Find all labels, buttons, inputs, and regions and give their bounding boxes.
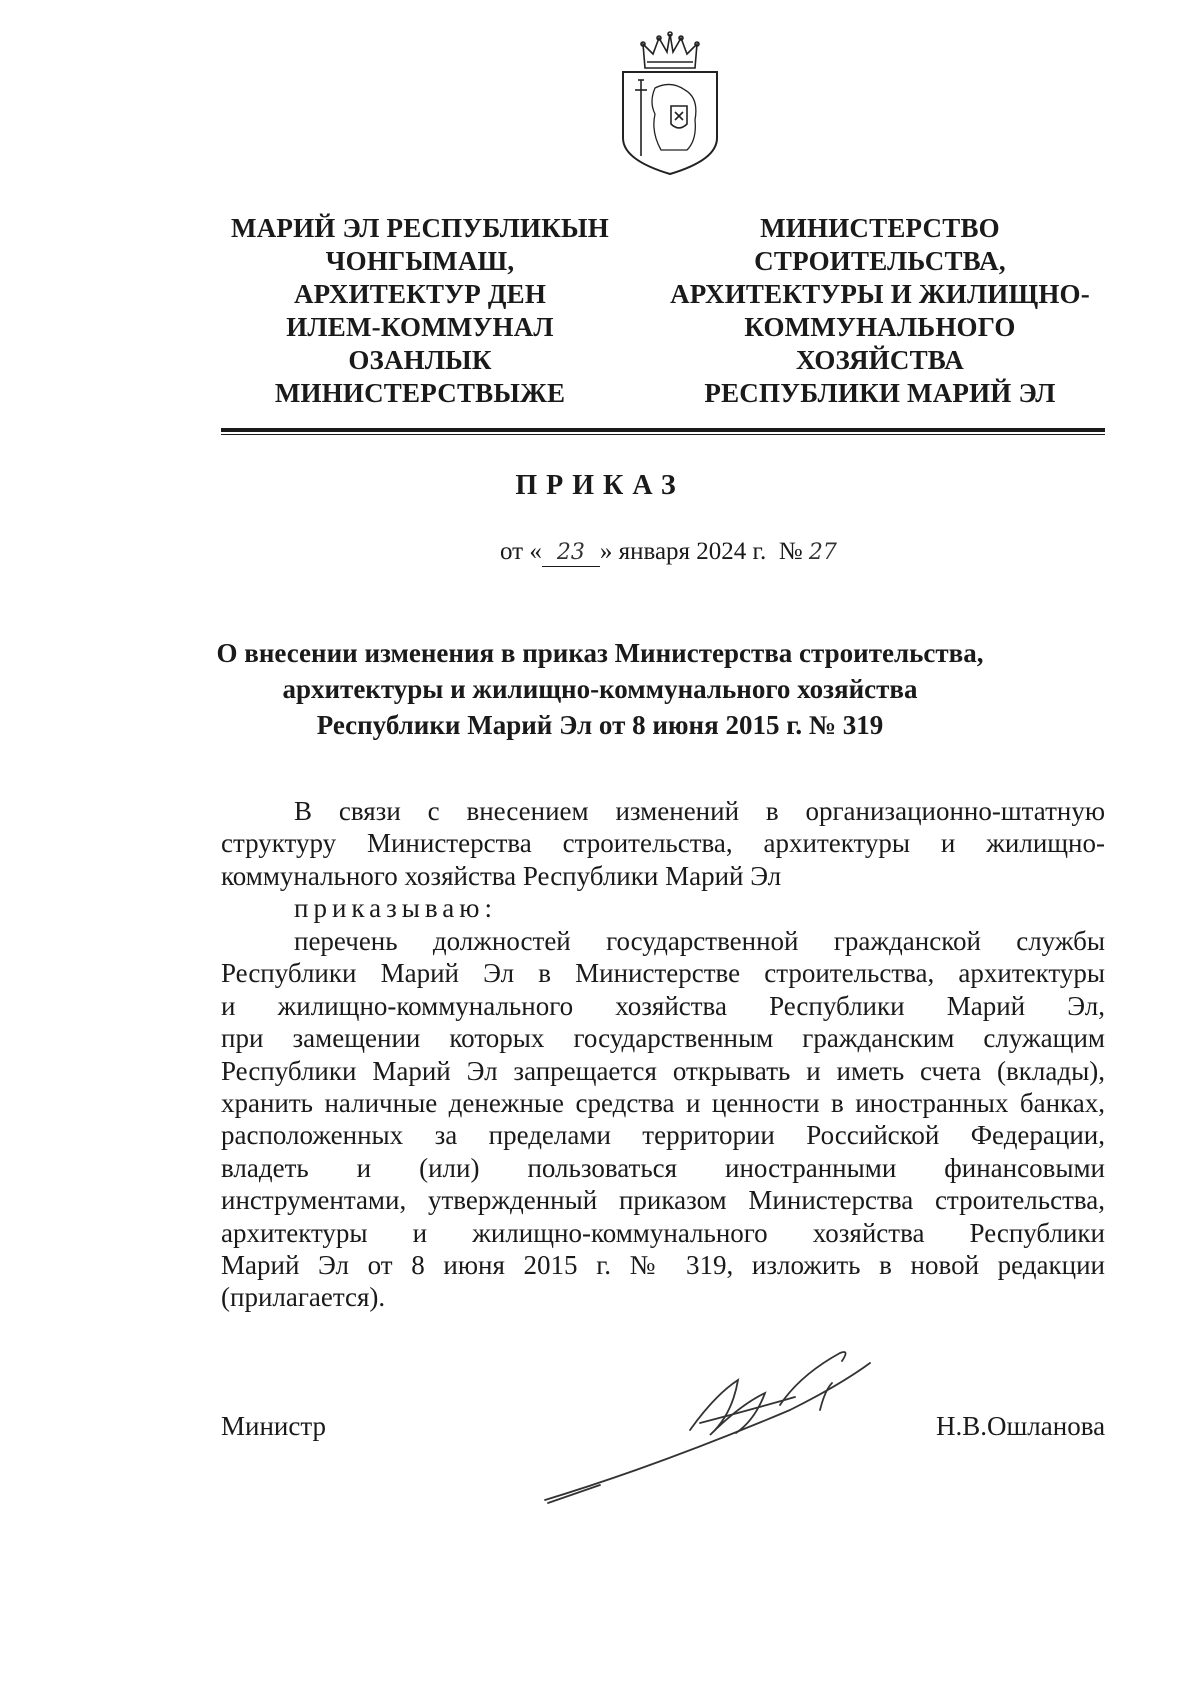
- text-line: В связи с внесением изменений в организационно-штатную: [294, 796, 1105, 826]
- text-line: Республики Марий Эл в Министерстве строительства, архитектуры: [221, 958, 1105, 989]
- number-label: №: [778, 538, 803, 565]
- order-subject: [0, 635, 1200, 743]
- header-line: ОЗАНЛЫК: [348, 345, 492, 375]
- day-field: [542, 538, 600, 567]
- text-line: при замещении которых государственным гражданским служащим: [221, 1023, 1105, 1054]
- main-paragraph: [221, 925, 1105, 1314]
- header-line: МАРИЙ ЭЛ РЕСПУБЛИКЫН: [231, 213, 609, 243]
- handwritten-day: 23: [556, 540, 585, 565]
- date-suffix: » января 2024 г.: [599, 538, 767, 565]
- header-line: РЕСПУБЛИКИ МАРИЙ ЭЛ: [704, 378, 1056, 408]
- document-title: ПРИКАЗ: [515, 470, 685, 501]
- date-prefix: от «: [500, 538, 542, 565]
- header-line: ЧОНГЫМАШ,: [325, 246, 515, 276]
- subject-line: О внесении изменения в приказ Министерства строительства,: [216, 638, 984, 668]
- text-line: и жилищно-коммунального хозяйства Республики Марий Эл,: [221, 990, 1105, 1021]
- text-line: Марий Эл от 8 июня 2015 г. № 319, изложить в новой редакции: [221, 1249, 1105, 1280]
- header-line: АРХИТЕКТУР ДЕН: [293, 279, 547, 309]
- signer-name: Н.В.Ошланова: [936, 1411, 1106, 1441]
- order-word: приказываю:: [294, 893, 497, 923]
- header-divider-thick: [221, 428, 1105, 432]
- header-divider-thin: [221, 434, 1105, 435]
- text-line: (прилагается).: [221, 1282, 386, 1313]
- handwritten-signature: [540, 1335, 920, 1515]
- header-line: МИНИСТЕРСТВЫЖЕ: [274, 378, 566, 408]
- text-line: перечень должностей государственной гражданской службы: [294, 926, 1105, 956]
- header-line: АРХИТЕКТУРЫ И ЖИЛИЩНО-: [670, 279, 1090, 309]
- coat-of-arms-emblem: [615, 28, 725, 178]
- text-line: коммунального хозяйства Республики Марий Эл: [221, 860, 782, 891]
- signer-position: Министр: [221, 1411, 326, 1441]
- text-line: хранить наличные денежные средства и ценности в иностранных банках,: [221, 1087, 1105, 1118]
- text-line: структуру Министерства строительства, архитектуры и жилищно-: [221, 828, 1105, 859]
- header-line: КОММУНАЛЬНОГО: [744, 312, 1016, 342]
- header-right-russian: [660, 212, 1100, 410]
- text-line: расположенных за пределами территории Российской Федерации,: [221, 1120, 1105, 1151]
- preamble-paragraph: [221, 795, 1105, 892]
- text-line: владеть и (или) пользоваться иностранными финансовыми: [221, 1152, 1105, 1183]
- subject-line: Республики Марий Эл от 8 июня 2015 г. № 319: [316, 710, 884, 740]
- header-line: СТРОИТЕЛЬСТВА,: [754, 246, 1006, 276]
- text-line: инструментами, утвержденный приказом Министерства строительства,: [221, 1185, 1105, 1216]
- subject-line: архитектуры и жилищно-коммунального хозяйства: [282, 674, 918, 704]
- order-date-number-line: [500, 538, 837, 567]
- header-line: ИЛЕМ-КОММУНАЛ: [286, 312, 554, 342]
- text-line: Республики Марий Эл запрещается открывать и иметь счета (вклады),: [221, 1055, 1105, 1086]
- handwritten-number: 27: [808, 540, 837, 565]
- header-line: МИНИСТЕРСТВО: [760, 213, 1000, 243]
- text-line: архитектуры и жилищно-коммунального хозяйства Республики: [221, 1217, 1105, 1248]
- header-left-marij: [208, 212, 632, 410]
- header-line: ХОЗЯЙСТВА: [796, 345, 964, 375]
